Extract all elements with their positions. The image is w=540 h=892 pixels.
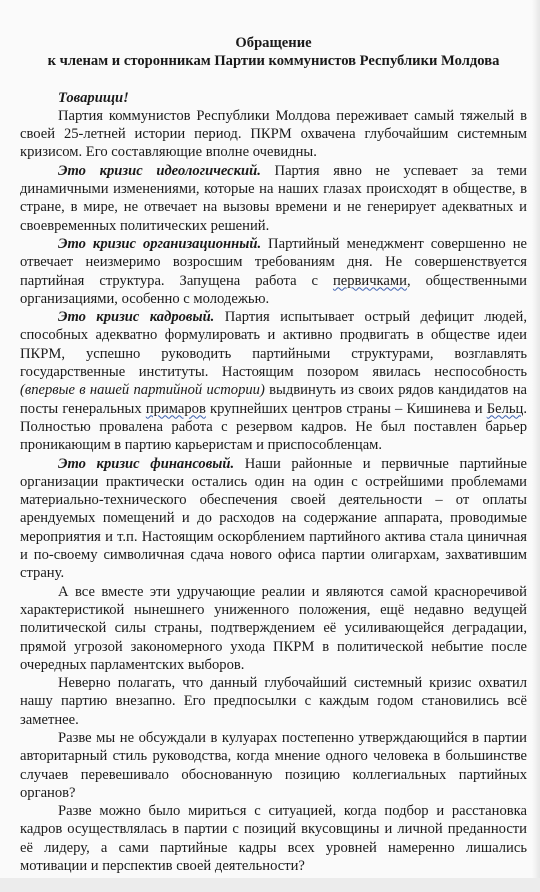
- paragraph-text: выдвинуть из своих рядов кандидатов на посты генеральных: [20, 382, 527, 417]
- paragraph-question-leadership: [20, 729, 527, 802]
- paragraph-text: Партия испытывает острый дефицит людей, способных адекватно формулировать и активно продвигать в обществе идеи ПКРМ, успешно руководить партийными структурами, возглавлять государственные институты. Настоящим позором явилась неспособность: [20, 309, 527, 381]
- greeting: Товарищи!: [58, 89, 129, 106]
- page-edge-shadow: [532, 0, 540, 878]
- document-subtitle: к членам и сторонникам Партии коммунистов Республики Молдова: [47, 53, 500, 70]
- paragraph-text: Партия коммунистов Республики Молдова переживает самый тяжелый в своей 25-летней истории период. ПКРМ охвачена глубочайшим системным кризисом. Его составляющие вполне очевидны.: [20, 107, 527, 161]
- paragraph-ideological-crisis: [20, 162, 527, 235]
- paragraph-financial-crisis: [20, 455, 527, 583]
- paragraph-text: Наши районные и первичные партийные организации практически остались один на один с острейшими проблемами материально-технического обеспечения своей деятельности – от оплаты арендуемых помещений и до расходов на содержание аппарата, проводимые мероприятия и т.п. Настоящим оскорблением партийного актива стала циничная и по-своему символичная сдача нового офиса партии олигархам, захватившим страну.: [20, 455, 527, 582]
- paragraph-lead: Это кризис финансовый.: [58, 455, 235, 472]
- spellcheck-word: первичками: [332, 272, 407, 289]
- paragraph-text: крупнейших центров страны – Кишинева и: [205, 400, 487, 417]
- paragraph-text: Неверно полагать, что данный глубочайший системный кризис охватил нашу партию внезапно. Его предпосылки с каждым годом становились всё заметнее.: [20, 675, 527, 728]
- paragraph-causes: [20, 674, 527, 729]
- paragraph-lead: Это кризис идеологический.: [58, 162, 261, 179]
- paragraph-text: Партийный менеджмент совершенно не отвечает неизмеримо возросшим требованиям дня. Не совершенствуется партийная структура. Запущена работа с: [20, 235, 527, 289]
- paragraph-lead: Это кризис кадровый.: [58, 309, 215, 326]
- paragraph-aside: (впервые в нашей партийной истории): [20, 382, 265, 399]
- paragraph-text: А все вместе эти удручающие реалии и являются самой красноречивой характеристикой нынешнего униженного положения, ещё недавно ведущей политической силы страны, подтверждением её усиливающейся деградации, прямой угрозой закономерного ухода ПКРМ в политической небытие после очередных парламентских выборов.: [20, 583, 527, 673]
- paragraph-text: . Полностью провалена работа с резервом кадров. Не был поставлен барьер проникающим в партию карьеристам и приспособленцам.: [20, 400, 527, 454]
- paragraph-organizational-crisis: [20, 235, 527, 308]
- screen-bottom-band: [0, 878, 540, 892]
- paragraph-intro: [20, 107, 527, 162]
- paragraph-personnel-crisis: [20, 308, 527, 454]
- paragraph-question-personnel: [20, 802, 527, 875]
- paragraph-text: Разве мы не обсуждали в кулуарах постепенно утверждающийся в партии авторитарный стиль руководства, когда мнение одного человека в большинстве случаев перевешивало обоснованную позицию коллегиальных партийных органов?: [20, 729, 527, 801]
- spellcheck-word: примаров: [145, 400, 206, 417]
- paragraph-text: Разве можно было мириться с ситуацией, когда подбор и расстановка кадров осуществлялась в партии с позиций вкусовщины и личной преданности её лидеру, а сами партийные кадры всех уровней намеренно лишались мотивации и перспектив своей деятельности?: [20, 803, 527, 875]
- paragraph-lead: Это кризис организационный.: [58, 235, 262, 252]
- document-title: Обращение: [235, 35, 312, 51]
- paragraph-text: Партия явно не успевает за теми динамичными изменениями, которые на наших глазах происходят в обществе, в стране, в мире, не отвечает на вызовы времени и не генерирует адекватных и своевременных политических решений.: [20, 162, 527, 234]
- paragraph-text: , общественными организациями, особенно с молодежью.: [20, 272, 527, 307]
- paragraph-summary: [20, 583, 527, 674]
- spellcheck-word: Бельц: [486, 400, 524, 417]
- document-body: [20, 34, 527, 875]
